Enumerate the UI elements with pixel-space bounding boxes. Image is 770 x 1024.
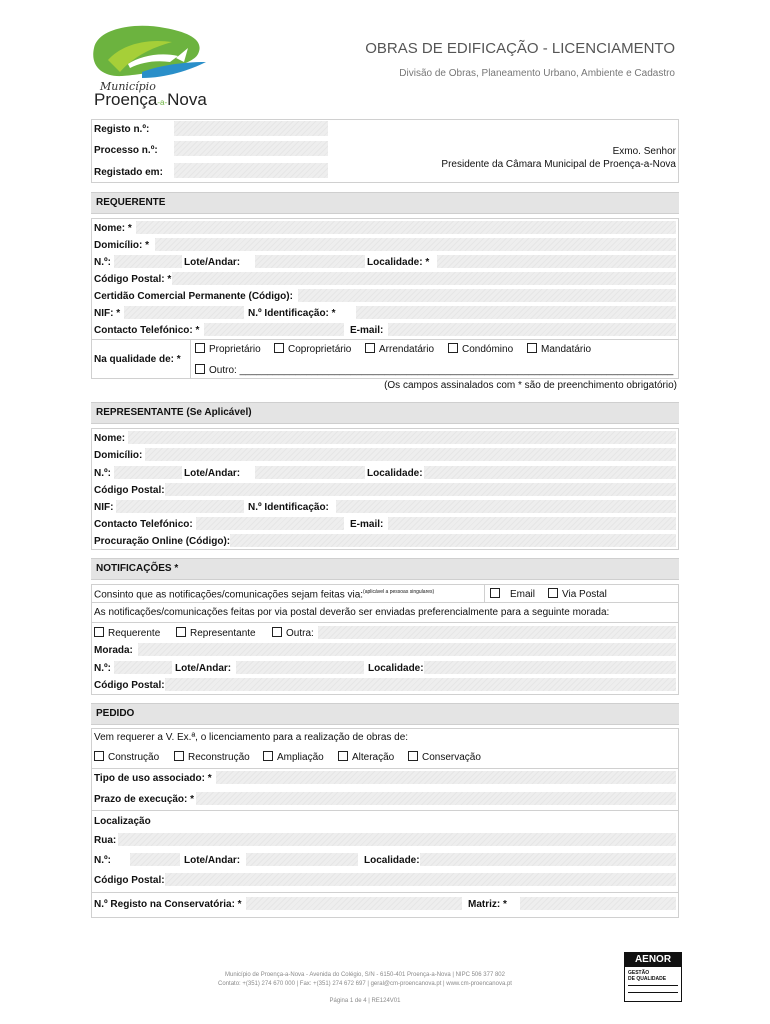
obra-ampliacao[interactable]: [263, 751, 324, 763]
morada-requerente-label: Requerente: [108, 628, 161, 639]
not-numero-field[interactable]: [114, 661, 172, 674]
req-email-field[interactable]: [388, 323, 676, 336]
footer-contact: Contato: +(351) 274 670 000 | Fax: +(351) 274 672 697 | geral@cm-proencanova.pt | www.cm-proencanova.pt: [218, 981, 512, 987]
obra-construcao[interactable]: [94, 751, 159, 763]
section-representante: [91, 402, 679, 424]
section-requerente: [91, 192, 679, 214]
matriz-field[interactable]: [520, 897, 676, 910]
req-localidade-label: Localidade: *: [367, 257, 430, 268]
aenor-line2: DE QUALIDADE: [628, 976, 667, 982]
ped-lote-field[interactable]: [246, 853, 358, 866]
req-contacto-field[interactable]: [204, 323, 344, 336]
via-postal-label: Via Postal: [562, 589, 607, 600]
rep-cp-label: Código Postal:: [94, 485, 165, 496]
checkbox-icon: [174, 751, 184, 761]
obra-ampliacao-label: Ampliação: [277, 752, 324, 763]
section-notificacoes-title: NOTIFICAÇÕES *: [96, 563, 179, 574]
tipo-uso-label: Tipo de uso associado: *: [94, 773, 212, 784]
checkbox-icon: [176, 627, 186, 637]
req-identificacao-field[interactable]: [356, 306, 676, 319]
obra-reconstrucao-label: Reconstrução: [188, 752, 250, 763]
via-email[interactable]: [490, 588, 535, 600]
rep-localidade-field[interactable]: [424, 466, 676, 479]
consinto-note: (aplicável a pessoas singulares): [363, 589, 435, 595]
req-cp-field[interactable]: [172, 272, 676, 285]
rep-numero-label: N.º:: [94, 468, 111, 479]
rep-nif-field[interactable]: [116, 500, 244, 513]
not-lote-label: Lote/Andar:: [175, 663, 232, 674]
obra-conservacao[interactable]: [408, 751, 481, 763]
not-localidade-field[interactable]: [424, 661, 676, 674]
registado-label: Registado em:: [94, 167, 163, 178]
req-nif-label: NIF: *: [94, 308, 121, 319]
qualidade-outro-label: Outro: ______________________________________________________________________________: [209, 365, 674, 376]
req-certidao-label: Certidão Comercial Permanente (Código):: [94, 291, 293, 302]
processo-field[interactable]: [174, 141, 328, 156]
aenor-brand: AENOR: [625, 953, 681, 967]
morada-representante-label: Representante: [190, 628, 256, 639]
checkbox-icon: [490, 588, 500, 598]
not-localidade-label: Localidade:: [368, 663, 424, 674]
req-nome-label: Nome: *: [94, 223, 132, 234]
ped-cp-field[interactable]: [165, 873, 676, 886]
rep-email-field[interactable]: [388, 517, 676, 530]
logo-name: [94, 90, 207, 110]
obra-reconstrucao[interactable]: [174, 751, 250, 763]
req-nome-field[interactable]: [136, 221, 676, 234]
checkbox-icon: [338, 751, 348, 761]
checkbox-icon: [195, 343, 205, 353]
rep-contacto-field[interactable]: [196, 517, 344, 530]
qualidade-condomino-label: Condómino: [462, 344, 514, 355]
rep-identificacao-label: N.º Identificação:: [248, 502, 329, 513]
req-lote-label: Lote/Andar:: [184, 257, 241, 268]
consinto-label: Consinto que as notificações/comunicações sejam feitas via:: [94, 589, 364, 601]
ped-numero-field[interactable]: [130, 853, 180, 866]
obra-alteracao[interactable]: [338, 751, 394, 763]
not-cp-field[interactable]: [165, 678, 676, 691]
ped-localidade-label: Localidade:: [364, 855, 420, 866]
aenor-badge: [624, 952, 682, 1002]
rep-procuracao-label: Procuração Online (Código):: [94, 536, 231, 547]
rua-label: Rua:: [94, 835, 117, 846]
section-representante-title: REPRESENTANTE (Se Aplicável): [96, 407, 252, 418]
qualidade-coproprietario-label: Coproprietário: [288, 344, 352, 355]
logo-small-text: Município: [100, 80, 156, 93]
municipal-logo: [80, 18, 220, 114]
rep-lote-label: Lote/Andar:: [184, 468, 241, 479]
req-numero-field[interactable]: [114, 255, 182, 268]
checkbox-icon: [365, 343, 375, 353]
not-morada-label: Morada:: [94, 645, 133, 656]
req-numero-label: N.º:: [94, 257, 111, 268]
morada-requerente[interactable]: [94, 627, 160, 639]
registo-field[interactable]: [174, 121, 328, 136]
checkbox-icon: [272, 627, 282, 637]
ped-cp-label: Código Postal:: [94, 875, 165, 886]
ped-numero-label: N.º:: [94, 855, 111, 866]
rep-identificacao-field[interactable]: [336, 500, 676, 513]
qualidade-coproprietario[interactable]: [274, 343, 351, 355]
footer-page: Página 1 de 4 | RE124V01: [329, 998, 401, 1004]
addressee-line2: Presidente da Câmara Municipal de Proença-a-Nova: [441, 159, 676, 170]
page-title: OBRAS DE EDIFICAÇÃO - LICENCIAMENTO: [365, 40, 675, 57]
logo-name-mid: -a-: [157, 98, 168, 107]
checkbox-icon: [94, 627, 104, 637]
consinto-text: [94, 589, 434, 600]
rep-lote-field[interactable]: [255, 466, 365, 479]
rep-numero-field[interactable]: [114, 466, 182, 479]
req-cp-label: Código Postal: *: [94, 274, 172, 285]
not-numero-label: N.º:: [94, 663, 111, 674]
section-requerente-title: REQUERENTE: [96, 197, 166, 208]
qualidade-mandatario[interactable]: [527, 343, 591, 355]
ped-lote-label: Lote/Andar:: [184, 855, 241, 866]
postal-text: As notificações/comunicações feitas por via postal deverão ser enviadas preferencialmente para a seguinte morada:: [94, 607, 610, 618]
rep-nome-field[interactable]: [128, 431, 676, 444]
checkbox-icon: [408, 751, 418, 761]
rep-email-label: E-mail:: [350, 519, 384, 530]
registo-label: Registo n.º:: [94, 124, 150, 135]
obra-construcao-label: Construção: [108, 752, 160, 763]
checkbox-icon: [94, 751, 104, 761]
checkbox-icon: [448, 343, 458, 353]
prazo-field[interactable]: [196, 792, 676, 805]
via-email-label: Email: [510, 589, 536, 600]
ped-localidade-field[interactable]: [420, 853, 676, 866]
addressee-line1: Exmo. Senhor: [612, 146, 676, 157]
checkbox-icon: [274, 343, 284, 353]
conservatoria-field[interactable]: [246, 897, 462, 910]
req-contacto-label: Contacto Telefónico: *: [94, 325, 200, 336]
mandatory-note: (Os campos assinalados com * são de preenchimento obrigatório): [384, 380, 677, 391]
morada-outra[interactable]: [272, 627, 314, 639]
obra-conservacao-label: Conservação: [422, 752, 481, 763]
req-identificacao-label: N.º Identificação: *: [248, 308, 336, 319]
req-nif-field[interactable]: [124, 306, 244, 319]
matriz-label: Matriz: *: [468, 899, 507, 910]
qualidade-mandatario-label: Mandatário: [541, 344, 592, 355]
section-pedido-title: PEDIDO: [96, 708, 135, 719]
section-notificacoes: [91, 558, 679, 580]
req-qualidade-label: Na qualidade de: *: [94, 354, 181, 365]
rep-localidade-label: Localidade:: [367, 468, 423, 479]
rep-domicilio-label: Domicílio:: [94, 450, 143, 461]
qualidade-proprietario-label: Proprietário: [209, 344, 261, 355]
req-certidao-field[interactable]: [298, 289, 676, 302]
morada-outra-label: Outra:: [286, 628, 314, 639]
prazo-label: Prazo de execução: *: [94, 794, 195, 805]
not-lote-field[interactable]: [236, 661, 364, 674]
section-pedido: [91, 703, 679, 725]
aenor-line1: GESTÃO: [628, 970, 650, 976]
req-email-label: E-mail:: [350, 325, 384, 336]
qualidade-condomino[interactable]: [448, 343, 513, 355]
rep-contacto-label: Contacto Telefónico:: [94, 519, 193, 530]
morada-outra-field[interactable]: [318, 626, 676, 639]
req-lote-field[interactable]: [255, 255, 365, 268]
obra-alteracao-label: Alteração: [352, 752, 395, 763]
registado-field[interactable]: [174, 163, 328, 178]
checkbox-icon: [527, 343, 537, 353]
via-postal[interactable]: [548, 588, 607, 600]
not-cp-label: Código Postal:: [94, 680, 165, 691]
rep-nif-label: NIF:: [94, 502, 114, 513]
localizacao-label: Localização: [94, 816, 151, 827]
not-morada-field[interactable]: [138, 643, 676, 656]
checkbox-icon: [548, 588, 558, 598]
logo-name-a: Proença: [94, 90, 158, 109]
checkbox-icon: [263, 751, 273, 761]
req-domicilio-field[interactable]: [155, 238, 676, 251]
qualidade-proprietario[interactable]: [195, 343, 261, 355]
qualidade-arrendatario-label: Arrendatário: [379, 344, 435, 355]
qualidade-arrendatario[interactable]: [365, 343, 434, 355]
logo-name-b: Nova: [167, 90, 207, 109]
checkbox-icon: [195, 364, 205, 374]
qualidade-outro[interactable]: [195, 364, 673, 376]
processo-label: Processo n.º:: [94, 145, 158, 156]
rep-nome-label: Nome:: [94, 433, 126, 444]
req-localidade-field[interactable]: [437, 255, 676, 268]
rua-field[interactable]: [118, 833, 676, 846]
rep-procuracao-field[interactable]: [230, 534, 676, 547]
footer-address: Município de Proença-a-Nova - Avenida do Colégio, S/N - 6150-401 Proença-a-Nova | NIPC 506 377 802: [225, 972, 505, 978]
conservatoria-label: N.º Registo na Conservatória: *: [94, 899, 242, 910]
morada-representante[interactable]: [176, 627, 256, 639]
pedido-intro: Vem requerer a V. Ex.ª, o licenciamento para a realização de obras de:: [94, 732, 409, 743]
rep-domicilio-field[interactable]: [145, 448, 676, 461]
page-subtitle: Divisão de Obras, Planeamento Urbano, Ambiente e Cadastro: [399, 68, 675, 79]
req-domicilio-label: Domicílio: *: [94, 240, 150, 251]
tipo-uso-field[interactable]: [216, 771, 676, 784]
rep-cp-field[interactable]: [165, 483, 676, 496]
